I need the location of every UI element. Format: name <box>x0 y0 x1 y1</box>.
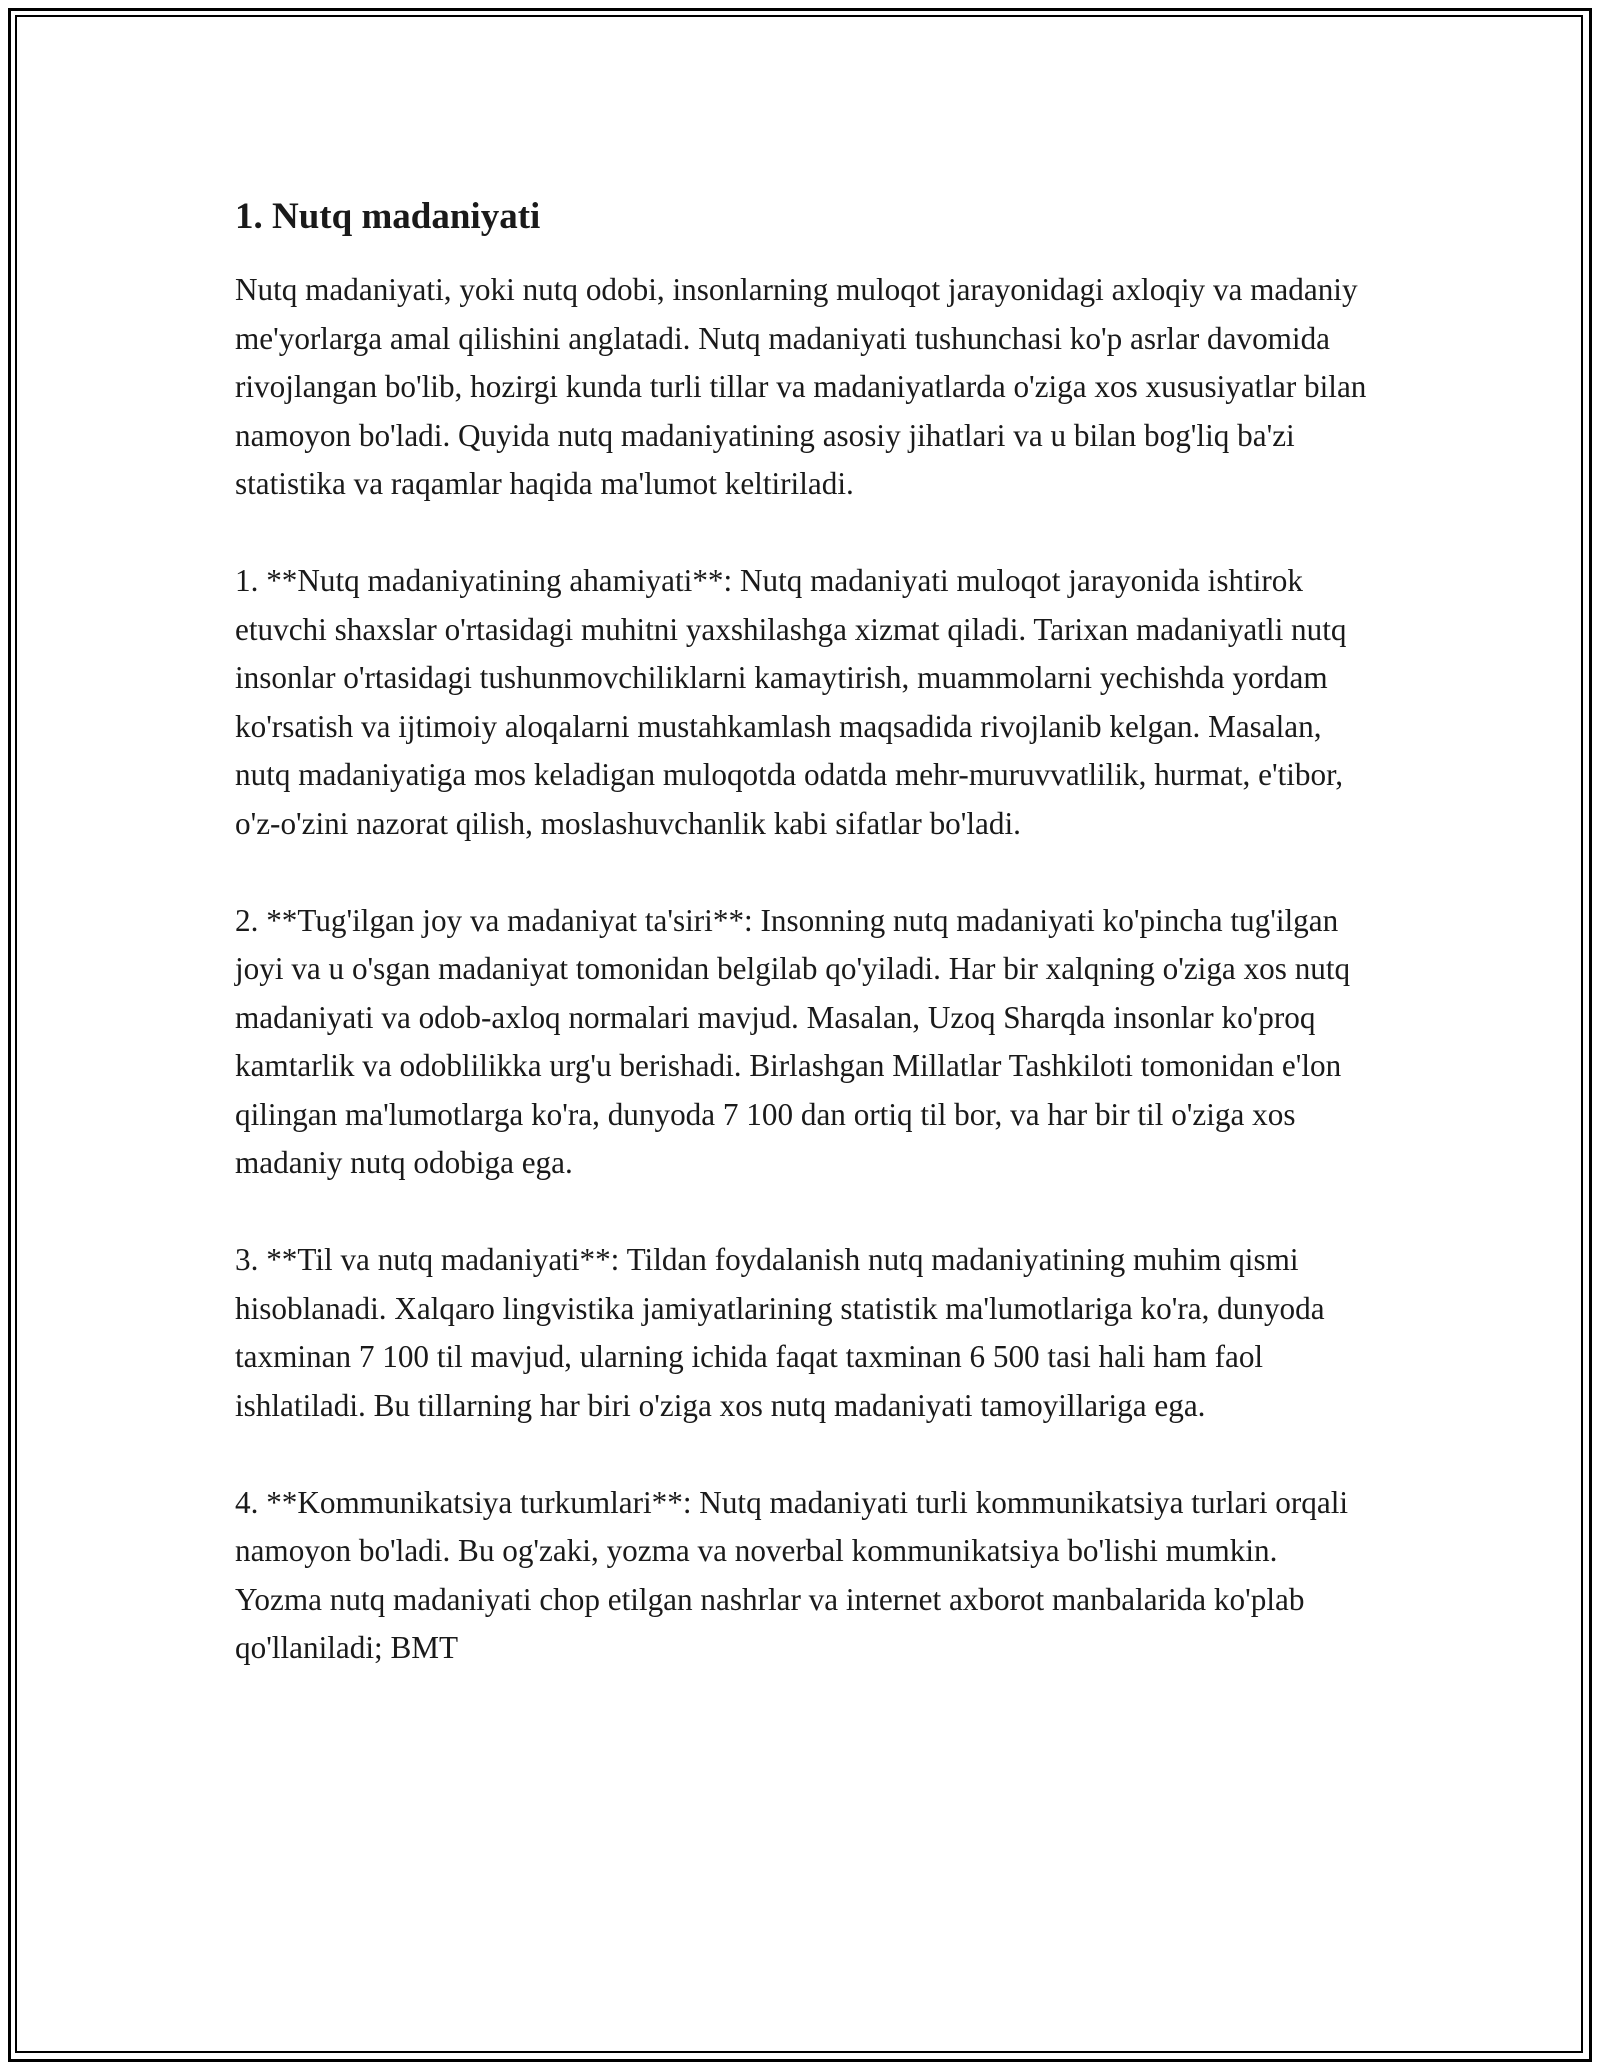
paragraph-importance: 1. **Nutq madaniyatining ahamiyati**: Nutq madaniyati muloqot jarayonida ishtirok etuvchi shaxslar o'rtasidagi muhitni yaxshilashga xizmat qiladi. Tarixan madaniyatli nutq insonlar o'rtasidagi tushunmovchiliklarni kamaytirish, muammolarni yechishda yordam ko'rsatish va ijtimoiy aloqalarni mustahkamlash maqsadida rivojlanib kelgan. Masalan, nutq madaniyatiga mos keladigan muloqotda odatda mehr-muruvvatlilik, hurmat, e'tibor, o'z-o'zini nazorat qilish, moslashuvchanlik kabi sifatlar bo'ladi. <box>235 563 1347 841</box>
paragraph-birthplace-culture: 2. **Tug'ilgan joy va madaniyat ta'siri**: Insonning nutq madaniyati ko'pincha tug'ilgan joyi va u o'sgan madaniyat tomonidan belgilab qo'yiladi. Har bir xalqning o'ziga xos nutq madaniyati va odob-axloq normalari mavjud. Masalan, Uzoq Sharqda insonlar ko'proq kamtarlik va odoblilikka urg'u berishadi. Birlashgan Millatlar Tashkiloti tomonidan e'lon qilingan ma'lumotlarga ko'ra, dunyoda 7 100 dan ortiq til bor, va har bir til o'ziga xos madaniy nutq odobiga ega. <box>235 902 1351 1181</box>
page-title: 1. Nutq madaniyati <box>235 196 541 237</box>
intro-paragraph: Nutq madaniyati, yoki nutq odobi, insonlarning muloqot jarayonidagi axloqiy va madaniy me'yorlarga amal qilishini anglatadi. Nutq madaniyati tushunchasi ko'p asrlar davomida rivojlangan bo'lib, hozirgi kunda turli tillar va madaniyatlarda o'ziga xos xususiyatlar bilan namoyon bo'ladi. Quyida nutq madaniyatining asosiy jihatlari va u bilan bog'liq ba'zi statistika va raqamlar haqida ma'lumot keltiriladi. <box>235 272 1367 502</box>
paragraph-communication-types: 4. **Kommunikatsiya turkumlari**: Nutq madaniyati turli kommunikatsiya turlari orqali namoyon bo'ladi. Bu og'zaki, yozma va noverbal kommunikatsiya bo'lishi mumkin. Yozma nutq madaniyati chop etilgan nashrlar va internet axborot manbalarida ko'plab qo'llaniladi; BMT <box>235 1484 1349 1666</box>
document-body <box>235 180 1370 1721</box>
paragraph-language: 3. **Til va nutq madaniyati**: Tildan foydalanish nutq madaniyatining muhim qismi hisoblanadi. Xalqaro lingvistika jamiyatlarining statistik ma'lumotlariga ko'ra, dunyoda taxminan 7 100 til mavjud, ularning ichida faqat taxminan 6 500 tasi hali ham faol ishlatiladi. Bu tillarning har biri o'ziga xos nutq madaniyati tamoyillariga ega. <box>235 1242 1325 1423</box>
